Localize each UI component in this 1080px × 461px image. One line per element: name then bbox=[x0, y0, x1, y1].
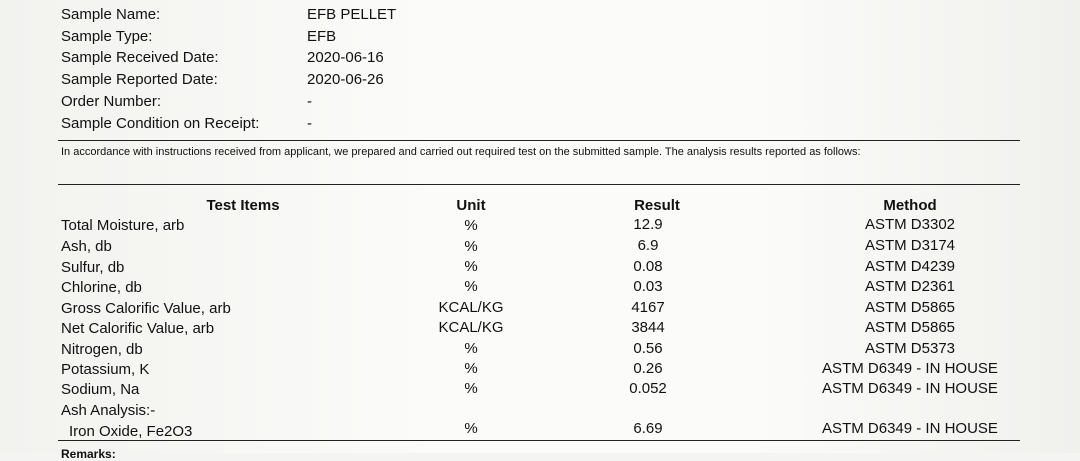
table-row-unit: % bbox=[464, 217, 478, 234]
header-test-items: Test Items bbox=[206, 197, 280, 214]
info-value: EFB PELLET bbox=[307, 6, 397, 23]
table-row-result: 0.56 bbox=[633, 340, 663, 357]
table-row-unit: KCAL/KG bbox=[438, 319, 504, 336]
table-row-unit: % bbox=[464, 420, 478, 437]
divider-top bbox=[58, 140, 1020, 141]
table-row-method: ASTM D5865 bbox=[864, 299, 956, 316]
report-note: In accordance with instructions received from applicant, we prepared and carried out required test on the submitted sample. The analysis results reported as follows: bbox=[61, 146, 861, 158]
info-label: Sample Received Date: bbox=[61, 49, 219, 66]
table-row-method: ASTM D5373 bbox=[864, 340, 956, 357]
table-row-unit: KCAL/KG bbox=[438, 299, 504, 316]
header-method: Method bbox=[883, 197, 937, 214]
table-row-item: Potassium, K bbox=[61, 361, 150, 378]
info-value: 2020-06-26 bbox=[307, 71, 384, 88]
table-row-item: Total Moisture, arb bbox=[61, 217, 185, 234]
table-row-result: 0.03 bbox=[633, 278, 663, 295]
table-row-result: 6.9 bbox=[637, 237, 659, 254]
divider-bottom bbox=[58, 440, 1020, 441]
table-row-method: ASTM D3174 bbox=[864, 237, 956, 254]
info-value: - bbox=[307, 93, 312, 110]
table-row-result: 0.052 bbox=[629, 380, 667, 397]
table-row-item: Nitrogen, db bbox=[61, 341, 143, 358]
table-row-method: ASTM D2361 bbox=[864, 278, 956, 295]
table-row-unit: % bbox=[464, 360, 478, 377]
divider-table bbox=[58, 184, 1020, 185]
remarks-label-cut: Remarks: bbox=[61, 447, 116, 461]
header-result: Result bbox=[634, 197, 680, 214]
table-row-result: 0.26 bbox=[633, 360, 663, 377]
header-unit: Unit bbox=[456, 197, 486, 214]
table-row-item: Chlorine, db bbox=[61, 279, 142, 296]
info-value: 2020-06-16 bbox=[307, 49, 384, 66]
table-row-result: 3844 bbox=[631, 319, 665, 336]
info-value: EFB bbox=[307, 28, 337, 45]
table-row-method: ASTM D5865 bbox=[864, 319, 956, 336]
table-row-unit: % bbox=[464, 238, 478, 255]
table-row-method: ASTM D3302 bbox=[864, 216, 956, 233]
info-label: Sample Condition on Receipt: bbox=[61, 115, 260, 132]
table-row-method: ASTM D4239 bbox=[864, 258, 956, 275]
table-row-method: ASTM D6349 - IN HOUSE bbox=[822, 360, 998, 377]
info-label: Sample Type: bbox=[61, 28, 153, 45]
info-label: Sample Name: bbox=[61, 6, 161, 23]
table-row-method: ASTM D6349 - IN HOUSE bbox=[822, 380, 998, 397]
table-row-unit: % bbox=[464, 340, 478, 357]
table-row-item: Sulfur, db bbox=[61, 259, 125, 276]
table-row-unit: % bbox=[464, 278, 478, 295]
table-row-unit: % bbox=[464, 258, 478, 275]
info-value: - bbox=[307, 115, 312, 132]
table-row-item: Gross Calorific Value, arb bbox=[61, 300, 231, 317]
table-row-result: 4167 bbox=[631, 299, 665, 316]
ash-analysis-label: Ash Analysis:- bbox=[61, 402, 156, 419]
table-row-item: Sodium, Na bbox=[61, 381, 140, 398]
table-row-result: 12.9 bbox=[633, 216, 663, 233]
table-row-result: 6.69 bbox=[633, 420, 663, 437]
table-row-unit: % bbox=[464, 380, 478, 397]
info-label: Order Number: bbox=[61, 93, 162, 110]
table-row-item: Ash, db bbox=[61, 238, 112, 255]
info-label: Sample Reported Date: bbox=[61, 71, 218, 88]
table-row-item: Net Calorific Value, arb bbox=[61, 320, 215, 337]
table-row-item: Iron Oxide, Fe2O3 bbox=[69, 423, 193, 440]
table-row-result: 0.08 bbox=[633, 258, 663, 275]
table-row-method: ASTM D6349 - IN HOUSE bbox=[822, 420, 998, 437]
